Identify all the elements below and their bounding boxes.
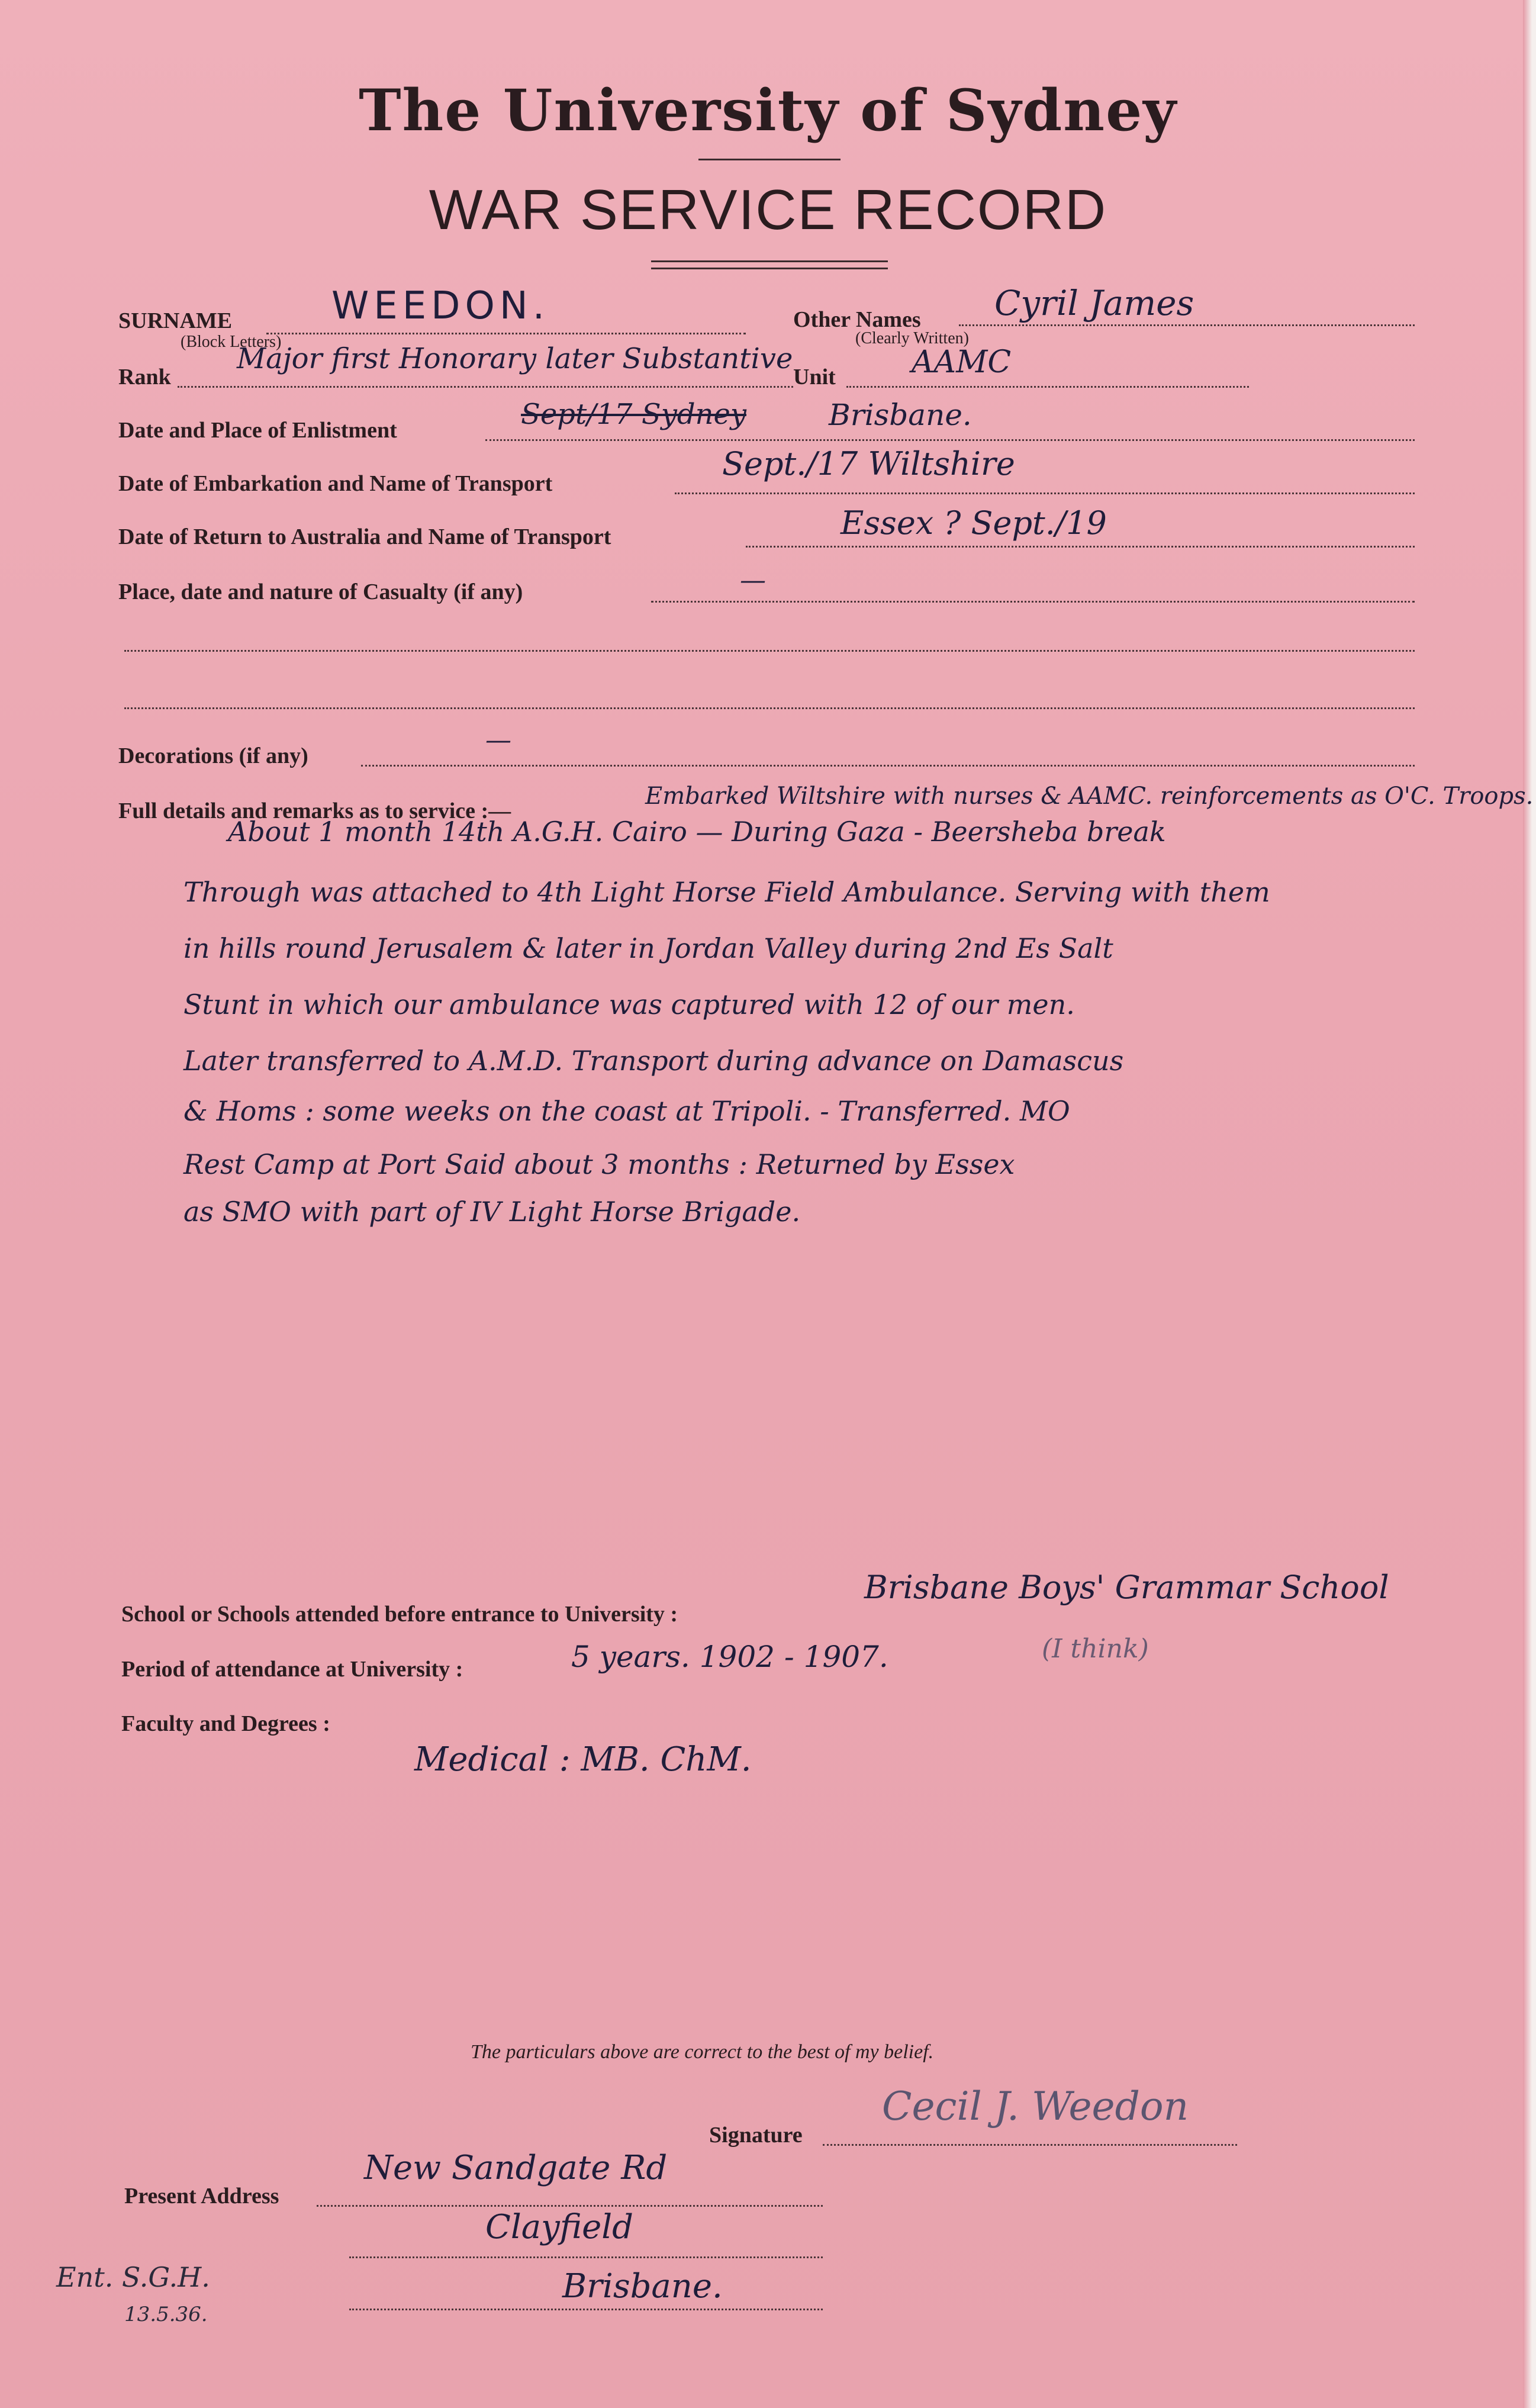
address-line-2 <box>349 2256 823 2258</box>
details-line: Embarked Wiltshire with nurses & AAMC. reinforcements as O'C. Troops. <box>645 783 1534 810</box>
details-line: as SMO with part of IV Light Horse Brigade. <box>183 1196 801 1228</box>
signature-line <box>823 2144 1237 2146</box>
declaration-statement: The particulars above are correct to the best of my belief. <box>471 2041 934 2063</box>
address-line-3 <box>349 2309 823 2310</box>
embarkation-value: Sept./17 Wiltshire <box>722 445 1015 482</box>
surname-value: WEEDON. <box>331 284 550 328</box>
details-line: About 1 month 14th A.G.H. Cairo — During Gaza - Beersheba break <box>228 816 1166 848</box>
school-value: Brisbane Boys' Grammar School <box>864 1569 1389 1606</box>
office-note-line1: Ent. S.G.H. <box>56 2261 210 2293</box>
details-line: Stunt in which our ambulance was captured with 12 of our men. <box>183 989 1075 1020</box>
attendance-label: Period of attendance at University : <box>121 1657 463 1682</box>
office-note-line2: 13.5.36. <box>124 2303 208 2326</box>
return-label: Date of Return to Australia and Name of Transport <box>118 524 611 549</box>
form-title: WAR SERVICE RECORD <box>429 178 1107 242</box>
embarkation-label: Date of Embarkation and Name of Transport <box>118 471 553 496</box>
paper-edge <box>1523 0 1536 2408</box>
address-label: Present Address <box>124 2184 279 2209</box>
details-line: Later transferred to A.M.D. Transport during advance on Damascus <box>183 1045 1124 1077</box>
embarkation-line <box>675 492 1415 494</box>
header-rule-upper <box>651 260 888 262</box>
faculty-value: Medical : MB. ChM. <box>414 1740 752 1779</box>
unit-value: AAMC <box>912 345 1012 380</box>
surname-line <box>266 333 746 334</box>
casualty-line-1 <box>651 601 1415 603</box>
surname-sublabel: (Block Letters) <box>181 333 282 351</box>
decorations-line <box>361 765 1415 767</box>
rank-line <box>178 386 793 388</box>
details-line: in hills round Jerusalem & later in Jordan Valley during 2nd Es Salt <box>183 932 1113 964</box>
attendance-value: 5 years. 1902 - 1907. <box>571 1640 888 1674</box>
signature-value: Cecil J. Weedon <box>882 2084 1189 2129</box>
rank-value: Major first Honorary later Substantive <box>237 342 793 375</box>
casualty-label: Place, date and nature of Casualty (if any) <box>118 580 523 604</box>
other-names-line <box>959 324 1415 326</box>
enlistment-label: Date and Place of Enlistment <box>118 418 397 443</box>
address-line-text: Clayfield <box>485 2208 634 2246</box>
return-line <box>746 546 1415 548</box>
details-line: Rest Camp at Port Said about 3 months : Returned by Essex <box>183 1148 1015 1180</box>
unit-label: Unit <box>793 365 836 389</box>
attendance-note: (I think) <box>1042 1634 1149 1664</box>
casualty-line-2 <box>124 650 1415 652</box>
decorations-value: — <box>485 725 511 755</box>
enlistment-line <box>485 439 1415 441</box>
surname-label: SURNAME <box>118 308 233 333</box>
signature-label: Signature <box>709 2123 803 2148</box>
unit-line <box>846 386 1249 388</box>
enlistment-struck-value: Sept/17 Sydney <box>521 398 746 431</box>
other-names-sublabel: (Clearly Written) <box>855 329 969 347</box>
address-line-text: New Sandgate Rd <box>364 2149 668 2187</box>
decorations-label: Decorations (if any) <box>118 743 308 768</box>
rank-label: Rank <box>118 365 171 389</box>
casualty-value: — <box>740 565 766 595</box>
other-names-value: Cyril James <box>994 283 1194 323</box>
casualty-line-3 <box>124 707 1415 709</box>
other-names-label: Other Names <box>793 307 921 332</box>
header-rule-lower <box>651 268 888 269</box>
enlistment-value: Brisbane. <box>829 398 972 432</box>
details-line: & Homs : some weeks on the coast at Tripoli. - Transferred. MO <box>183 1095 1070 1127</box>
address-line-1 <box>317 2205 823 2207</box>
header-rule-top <box>698 159 841 160</box>
details-line: Through was attached to 4th Light Horse Field Ambulance. Serving with them <box>183 876 1270 908</box>
return-value: Essex ? Sept./19 <box>841 504 1107 542</box>
school-label: School or Schools attended before entrance to University : <box>121 1602 678 1627</box>
address-line-text: Brisbane. <box>562 2267 723 2306</box>
faculty-label: Faculty and Degrees : <box>121 1711 330 1736</box>
institution-title: The University of Sydney <box>359 77 1177 144</box>
details-label: Full details and remarks as to service :— <box>118 799 511 823</box>
